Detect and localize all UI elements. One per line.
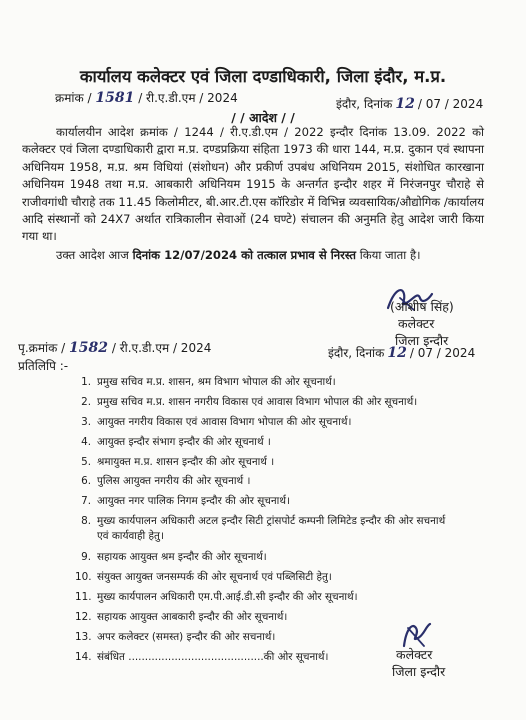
copy-label: प्रतिलिपि :- (18, 359, 69, 373)
signature-2-place: जिला इन्दौर (392, 664, 446, 679)
copy-list (75, 373, 515, 668)
list-item: 2. प्रमुख सचिव म.प्र. शासन नगरीय विकास एवं आवास विभाग भोपाल की ओर सूचनार्थ। (81, 395, 418, 408)
order-paragraph-2 (22, 247, 484, 264)
endorsement-date-prefix: इंदौर, दिनांक (328, 346, 385, 360)
endorsement-ref-prefix: पृ.क्रमांक / (18, 341, 66, 355)
order-reference (55, 89, 238, 106)
list-item: 5. श्रमायुक्त म.प्र. शासन इन्दौर की ओर सूचनार्थ । (81, 455, 275, 468)
office-title: कार्यालय कलेक्टर एवं जिला दण्डाधिकारी, जिला इंदौर, म.प्र. (79, 67, 447, 86)
endorsement-reference (18, 339, 211, 356)
date-suffix: / 07 / 2024 (417, 97, 484, 111)
list-item: 9. सहायक आयुक्त श्रम इन्दौर की ओर सूचनार्थ। (81, 551, 267, 564)
date-day-handwritten: 12 (395, 96, 415, 112)
paragraph-1-text: कार्यालयीन आदेश क्रमांक / 1244 / री.ए.डी.एम / 2022 इन्दौर दिनांक 13.09. 2022 को कलेक्टर एवं जिला दण्डाधिकारी द्वारा म.प्र. दण्डप्रक्रिया संहिता 1973 की धारा 144, म.प्र. दुकान एवं स्थापना अधिनियम 1958, म.प्र. श्रम विधियां (संशोधन) और प्रकीर्ण उपबंध अधिनियम 2015, संशोधित कारखाना अधिनियम 1948 तथा म.प्र. आबकारी अधिनियम 1915 के अन्तर्गत इन्दौर शहर में निरंजनपुर चौराहे से राजीवगांधी चौराहे तक 11.45 किलोमीटर, बी.आर.टी.एस कॉरिडोर में विभिन्न व्यवसायिक/औद्योगिक /कार्यालय आदि संस्थानों को 24X7 अर्थात रात्रिकालीन सेवाओं (24 घण्टे) संचालन की अनुमति हेतु आदेश जारी किया गया था। (22, 125, 484, 244)
list-item: 6. पुलिस आयुक्त नगरीय की ओर सूचनार्थ । (81, 475, 251, 488)
list-item: 3. आयुक्त नगरीय विकास एवं आवास विभाग भोपाल की ओर सूचनार्थ। (81, 415, 352, 428)
signature-2-designation: कलेक्टर (396, 647, 433, 662)
ref-number-handwritten: 1581 (95, 90, 135, 106)
endorsement-date-suffix: / 07 / 2024 (409, 346, 476, 360)
endorsement-date (328, 344, 475, 361)
list-item: 12. सहायक आयुक्त आबकारी इन्दौर की ओर सूचनार्थ। (75, 610, 288, 623)
list-item: 8. मुख्य कार्यपालन अधिकारी अटल इन्दौर सिटी ट्रांसपोर्ट कम्पनी लिमिटेड इन्दौर की ओर सचनार्थ (81, 515, 446, 528)
signatory-name: (आशीष सिंह) (390, 299, 454, 314)
order-heading: / / आदेश / / (231, 110, 295, 125)
list-item: 1. प्रमुख सचिव म.प्र. शासन, श्रम विभाग भोपाल की ओर सूचनार्थ। (81, 376, 336, 388)
signatory-place: जिला इन्दौर (395, 333, 449, 348)
endorsement-date-day-handwritten: 12 (387, 345, 407, 361)
list-item: 11. मुख्य कार्यपालन अधिकारी एम.पी.आई.डी.सी इन्दौर की ओर सूचनार्थ। (75, 591, 358, 604)
endorsement-ref-suffix: / री.ए.डी.एम / 2024 (111, 341, 212, 355)
list-item: 7. आयुक्त नगर पालिक निगम इन्दौर की ओर सूचनार्थ। (81, 495, 290, 508)
list-item: 10. संयुक्त आयुक्त जनसम्पर्क की ओर सूचनार्थ एवं पब्लिसिटी हेतु। (75, 571, 332, 584)
ref-prefix: क्रमांक / (55, 91, 92, 105)
paragraph-2-pre: उक्त आदेश आज (56, 248, 133, 262)
date-prefix: इंदौर, दिनांक (336, 97, 393, 111)
paragraph-2-post: किया जाता है। (356, 248, 421, 262)
list-item: 4. आयुक्त इन्दौर संभाग इन्दौर की ओर सूचनार्थ । (81, 435, 271, 448)
paragraph-2-bold: दिनांक 12/07/2024 को तत्काल प्रभाव से निरस्त (132, 248, 357, 262)
list-item: 13. अपर कलेक्टर (समस्त) इन्दौर की ओर सचनार्थ। (75, 630, 276, 643)
signatory-designation: कलेक्टर (398, 316, 435, 331)
list-item: 14. संबंधित .........................................की ओर सूचनार्थ। (75, 650, 329, 663)
order-paragraph-1 (22, 124, 484, 246)
list-item-continuation: एवं कार्यवाही हेतु। (97, 530, 164, 543)
ref-suffix: / री.ए.डी.एम / 2024 (138, 91, 238, 105)
endorsement-ref-number-handwritten: 1582 (69, 340, 109, 356)
